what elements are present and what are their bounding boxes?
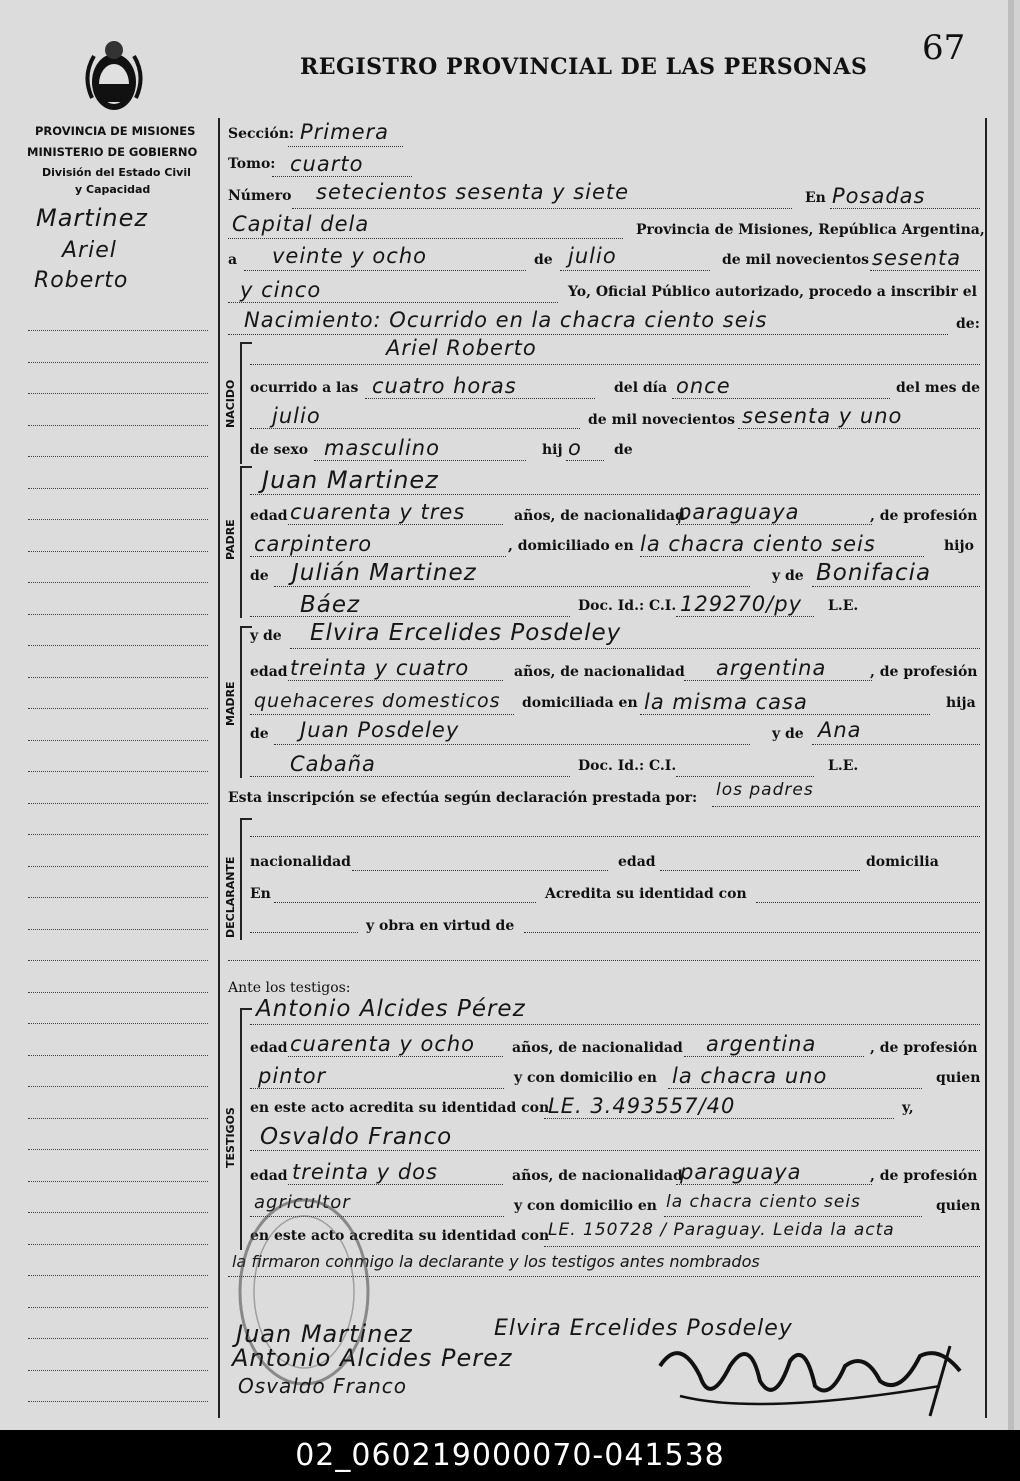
t2-dom-line [664,1216,922,1217]
label-en: En [805,190,826,206]
value-cierre: la firmaron conmigo la declarante y los testigos antes nombrados [232,1252,760,1271]
label-madre-prof: , de profesión [870,664,978,680]
section-nacido-label: NACIDO [224,379,237,428]
label-t2-edad: edad [250,1168,288,1184]
decl-nac-line [352,870,608,871]
sidebar-ruled-line [28,1055,208,1056]
label-padre-le: L.E. [828,598,859,614]
t1-prof-line [250,1088,504,1089]
value-padre-y-de: Bonifacia [816,560,932,586]
padre-prof-line [250,556,506,557]
value-padre-nac: paraguaya [678,500,800,524]
label-a: a [228,252,238,268]
acto-line [228,334,948,335]
label-t1-y: y, [902,1100,914,1116]
madre-ci-line [676,776,814,777]
sidebar-ruled-line [28,929,208,930]
sidebar-ruled-line [28,834,208,835]
madre-edad-line [288,680,503,681]
t2-edad-line [288,1184,503,1185]
main-left-border [218,118,220,1418]
label-padre-nac: años, de nacionalidad [514,508,685,524]
value-t2-edad: treinta y dos [292,1160,438,1184]
section-testigos-label: TESTIGOS [224,1107,237,1168]
label-madre-hija: hija [946,695,976,711]
value-t2-dom: la chacra ciento seis [666,1192,861,1212]
sidebar-ruled-line [28,330,208,331]
padre-hijo-de-line [274,586,750,587]
sidebar-ruled-line [28,614,208,615]
value-madre-edad: treinta y cuatro [290,656,470,680]
label-seccion: Sección: [228,126,295,142]
value-t1-dom: la chacra uno [672,1064,828,1088]
sidebar-ruled-line [28,677,208,678]
testigo1-line [250,1024,980,1025]
label-madre-dom: domiciliada en [522,695,638,711]
capital-line [228,238,623,239]
label-t1-acredita: en este acto acredita su identidad con [250,1100,550,1116]
official-signature-icon [640,1326,980,1422]
label-del-mes: del mes de [896,380,981,396]
sidebar-ruled-line [28,740,208,741]
value-padre-edad: cuarenta y tres [290,500,466,524]
sidebar-ruled-line [28,1307,208,1308]
label-de-hij: de [614,442,633,458]
label-de-mil-2: de mil novecientos [588,412,736,428]
decl-obra-line [524,932,980,933]
label-yo: Yo, Oficial Público autorizado, procedo a inscribir el [568,284,977,300]
sidebar-ruled-line [28,425,208,426]
sidebar-ruled-line [28,362,208,363]
declarante-name-line [250,836,980,837]
hora-line [365,398,595,399]
sidebar-given-2: Roberto [34,268,129,293]
label-t1-nac: años, de nacionalidad [512,1040,683,1056]
madre-hija-de-line [274,744,750,745]
value-t1-edad: cuarenta y ocho [290,1032,476,1056]
nombre-line [250,364,980,365]
sidebar-surname: Martinez [36,204,148,232]
label-t1-dom: y con domicilio en [514,1070,657,1086]
madre-bracket [240,626,252,778]
madre-nombre-line [290,648,980,649]
sidebar-ruled-line [28,1181,208,1182]
sidebar-ruled-line [28,488,208,489]
mes-nac-line [250,428,580,429]
value-padre-ci: 129270/py [680,592,802,616]
footer-code: 02_060219000070-041538 [0,1430,1020,1481]
decl-acredita-line [756,902,980,903]
sidebar-ruled-line [28,708,208,709]
hij-line [566,460,604,461]
value-madre-y-de: Ana [818,718,862,742]
value-dia-nac: once [676,374,731,398]
label-del-dia: del día [614,380,668,396]
label-decl-obra: y obra en virtud de [366,918,515,934]
madre-prof-line [250,714,514,715]
label-t1-prof: , de profesión [870,1040,978,1056]
label-sexo: de sexo [250,442,309,458]
t2-nac-line [676,1184,872,1185]
madre-nac-line [684,680,872,681]
label-padre-edad: edad [250,508,288,524]
page-number: 67 [922,28,966,68]
label-padre-de: de [250,568,269,584]
section-declarante-label: DECLARANTE [224,856,237,938]
label-de-mil: de mil novecientos [722,252,870,268]
label-hij: hij [542,442,563,458]
label-madre-y-de-2: y de [772,726,804,742]
madre-y-de-2-line [250,776,570,777]
value-madre-nombre: Elvira Ercelides Posdeley [310,620,622,646]
value-padre-nombre: Juan Martinez [262,466,439,494]
padre-nombre-line [250,494,980,495]
value-madre-nac: argentina [716,656,827,680]
value-tomo: cuarto [290,152,364,176]
sidebar-ruled-line [28,582,208,583]
value-madre-dom: la misma casa [644,690,808,714]
sidebar-ruled-line [28,645,208,646]
label-de-mes: de [534,252,553,268]
label-padre-prof: , de profesión [870,508,978,524]
sidebar-ruled-line [28,393,208,394]
value-t2-id: LE. 150728 / Paraguay. Leida la acta [548,1220,895,1240]
value-padre-dom: la chacra ciento seis [640,532,876,556]
section-madre-label: MADRE [224,681,237,726]
label-ante-testigos: Ante los testigos: [228,980,351,996]
value-seccion: Primera [300,120,390,144]
dia-line [244,270,526,271]
sidebar-line-1: PROVINCIA DE MISIONES [35,124,196,138]
sidebar-ruled-line [28,1023,208,1024]
anio-a-line [870,270,980,271]
sidebar-given-1: Ariel [62,238,117,263]
sidebar-ruled-line [28,1086,208,1087]
sidebar-line-4: y Capacidad [75,183,151,196]
value-sexo: masculino [324,436,440,460]
seccion-line [288,146,403,147]
label-t1-quien: quien [936,1070,981,1086]
value-numero: setecientos sesenta y siete [316,180,630,204]
padre-y-de-2-line [250,616,570,617]
label-madre-le: L.E. [828,758,859,774]
sidebar-ruled-line [28,960,208,961]
sidebar-ruled-line [28,897,208,898]
value-en: Posadas [832,184,926,208]
t1-edad-line [288,1056,503,1057]
label-madre-doc: Doc. Id.: C.I. [578,758,677,774]
label-t2-quien: quien [936,1198,981,1214]
label-padre-hijo: hijo [944,538,974,554]
label-madre-de: de [250,726,269,742]
value-anio-nac: sesenta y uno [742,404,903,428]
anio-nac-line [738,428,980,429]
label-t2-prof: , de profesión [870,1168,978,1184]
t1-nac-line [684,1056,864,1057]
page-title: REGISTRO PROVINCIAL DE LAS PERSONAS [300,54,868,80]
label-decl-edad: edad [618,854,656,870]
label-decl-nac: nacionalidad [250,854,351,870]
sidebar-line-2: MINISTERIO DE GOBIERNO [27,145,198,159]
sidebar-ruled-line [28,1212,208,1213]
sidebar-ruled-line [28,551,208,552]
label-numero: Número [228,188,292,204]
label-inscripcion: Esta inscripción se efectúa según declaración prestada por: [228,790,698,806]
value-hora: cuatro horas [372,374,517,398]
label-ocurrido: ocurrido a las [250,380,359,396]
sidebar-ruled-line [28,1118,208,1119]
value-t2-prof: agricultor [254,1192,351,1213]
decl-en-line [274,902,536,903]
sidebar-ruled-line [28,992,208,993]
label-t1-edad: edad [250,1040,288,1056]
padre-bracket [240,466,252,618]
sidebar-ruled-line [28,1370,208,1371]
coat-of-arms-icon [82,36,146,120]
en-line [830,208,980,209]
dia-nac-line [672,398,890,399]
testigo2-line [250,1150,980,1151]
label-provincia: Provincia de Misiones, República Argentina, [636,222,985,238]
value-madre-prof: quehaceres domesticos [254,690,501,712]
label-madre-y-de: y de [250,628,282,644]
declarante-line [712,806,980,807]
value-testigo1: Antonio Alcides Pérez [256,996,526,1022]
sidebar-line-3: División del Estado Civil [42,166,191,179]
label-decl-en: En [250,886,271,902]
label-t2-dom: y con domicilio en [514,1198,657,1214]
value-declarante: los padres [716,780,814,800]
signature-madre: Elvira Ercelides Posdeley [494,1316,793,1341]
value-nombre: Ariel Roberto [386,336,537,360]
value-t1-nac: argentina [706,1032,817,1056]
value-mes: julio [568,244,617,268]
sidebar-ruled-line [28,519,208,520]
padre-ci-line [676,616,814,617]
sexo-line [314,460,526,461]
signature-testigo2: Osvaldo Franco [238,1374,407,1398]
label-decl-dom: domicilia [866,854,939,870]
sidebar-ruled-line [28,1338,208,1339]
label-padre-doc: Doc. Id.: C.I. [578,598,677,614]
label-de-colon: de: [956,316,980,332]
label-t2-nac: años, de nacionalidad [512,1168,683,1184]
t1-dom-line [668,1088,922,1089]
value-testigo2: Osvaldo Franco [260,1124,453,1150]
label-t2-acredita: en este acto acredita su identidad con [250,1228,550,1244]
label-decl-acredita: Acredita su identidad con [545,886,747,902]
signature-testigo1: Antonio Alcides Perez [232,1344,513,1372]
value-t2-nac: paraguaya [680,1160,802,1184]
value-padre-y-de-2: Báez [300,592,361,618]
padre-nac-line [676,524,872,525]
sidebar-ruled-line [28,1244,208,1245]
value-dia: veinte y ocho [272,244,427,268]
anio-b-line [228,302,558,303]
madre-dom-line [640,714,930,715]
label-madre-nac: años, de nacionalidad [514,664,685,680]
value-capital: Capital dela [232,212,370,236]
label-padre-dom: , domiciliado en [508,538,634,554]
sidebar-ruled-line [28,771,208,772]
decl-edad-line [660,870,860,871]
label-padre-y-de: y de [772,568,804,584]
value-t1-id: LE. 3.493557/40 [548,1094,736,1118]
padre-edad-line [288,524,503,525]
label-madre-edad: edad [250,664,288,680]
value-anio-a: sesenta [872,246,962,270]
value-padre-hijo-de: Julián Martinez [292,560,477,586]
decl-obra-pre-line [250,932,358,933]
sidebar-ruled-line [28,866,208,867]
value-hij: o [568,436,582,460]
value-padre-prof: carpintero [254,532,373,556]
t1-id-line [544,1118,894,1119]
padre-dom-line [640,556,924,557]
tomo-line [272,176,412,177]
value-anio-b: y cinco [240,278,322,302]
section-padre-label: PADRE [224,519,237,560]
sidebar-ruled-line [28,1401,208,1402]
sidebar-ruled-line [28,1149,208,1150]
madre-y-de-line [812,744,980,745]
signature-padre: Juan Martinez [236,1320,413,1348]
value-madre-y-de-2: Cabaña [290,752,376,776]
sidebar-ruled-line [28,1275,208,1276]
sidebar-ruled-line [28,456,208,457]
mes-line [560,270,710,271]
sidebar-ruled-line [28,803,208,804]
value-madre-hija-de: Juan Posdeley [300,718,460,742]
padre-y-de-line [812,586,980,587]
label-tomo: Tomo: [228,156,276,172]
value-acto: Nacimiento: Ocurrido en la chacra ciento seis [244,308,768,332]
main-right-border [985,118,987,1418]
decl-extra-line [228,960,980,961]
t2-id-line [544,1246,980,1247]
value-t1-prof: pintor [258,1064,327,1088]
numero-line [292,208,792,209]
value-mes-nac: julio [272,404,321,428]
